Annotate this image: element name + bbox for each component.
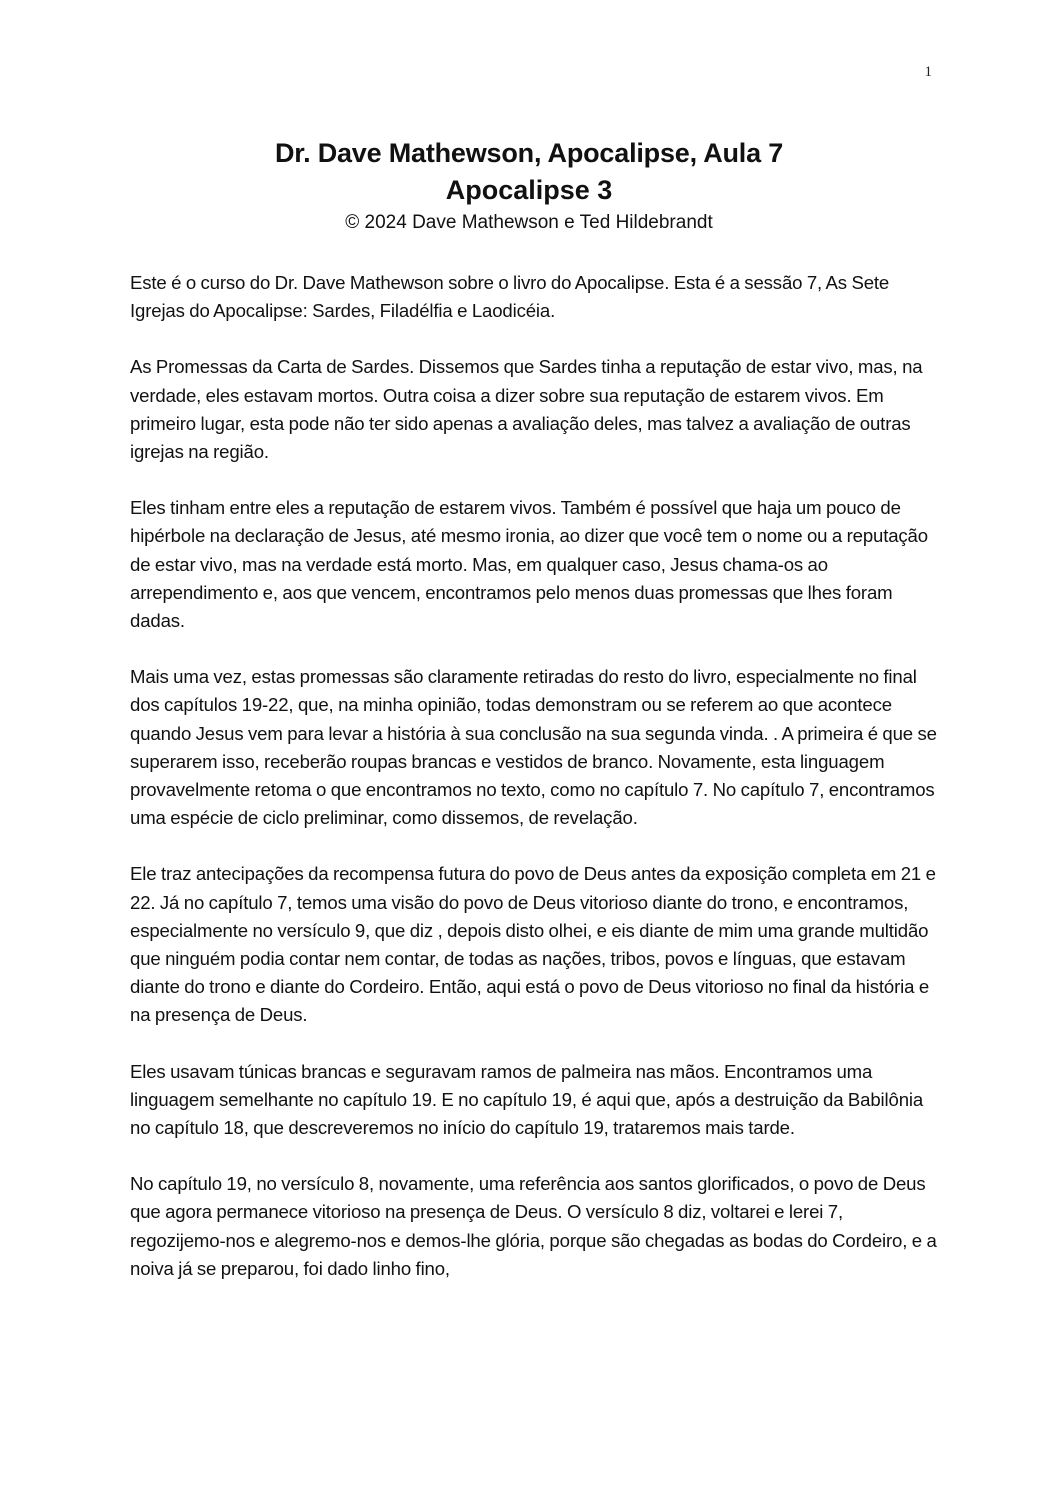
document-title: Dr. Dave Mathewson, Apocalipse, Aula 7 (274, 138, 784, 168)
paragraph: Eles usavam túnicas brancas e seguravam ramos de palmeira nas mãos. Encontramos uma linguagem semelhante no capítulo 19. E no capítulo 19, é aqui que, após a destruição da Babilônia no capítulo 18, que descreveremos no início do capítulo 19, trataremos mais tarde. (130, 1060, 924, 1139)
paragraph-intro: Este é o curso do Dr. Dave Mathewson sobre o livro do Apocalipse. Esta é a sessão 7, As Sete Igrejas do Apocalipse: Sardes, Filadélfia e Laodicéia. (130, 272, 890, 322)
paragraph: Eles tinham entre eles a reputação de estarem vivos. Também é possível que haja um pouco de hipérbole na declaração de Jesus, até mesmo ironia, ao dizer que você tem o nome ou a reputação de estar vivo, mas na verdade está morto. Mas, em qualquer caso, Jesus chama-os ao arrependimento e, aos que vencem, encontramos pelo menos duas promessas que lhes foram dadas. (130, 497, 928, 632)
document-subtitle: Apocalipse 3 (445, 175, 613, 205)
document-header (0, 134, 1058, 238)
paragraph: No capítulo 19, no versículo 8, novamente, uma referência aos santos glorificados, o povo de Deus que agora permanece vitorioso na presença de Deus. O versículo 8 diz, voltarei e lerei 7, regozijemo-nos e alegremo-nos e demos-lhe glória, porque são chegadas as bodas do Cordeiro, e a noiva já se preparou, foi dado linho fino, (130, 1173, 937, 1279)
paragraph: Ele traz antecipações da recompensa futura do povo de Deus antes da exposição completa em 21 e 22. Já no capítulo 7, temos uma visão do povo de Deus vitorioso diante do trono, e encontramos, especialmente no versículo 9, que diz , depois disto olhei, e eis diante de mim uma grande multidão que ninguém podia contar nem contar, de todas as nações, tribos, povos e línguas, que estavam diante do trono e diante do Cordeiro. Então, aqui está o povo de Deus vitorioso no final da história e na presença de Deus. (130, 863, 936, 1026)
paragraph: As Promessas da Carta de Sardes. Dissemos que Sardes tinha a reputação de estar vivo, mas, na verdade, eles estavam mortos. Outra coisa a dizer sobre sua reputação de estarem vivos. Em primeiro lugar, esta pode não ter sido apenas a avaliação deles, mas talvez a avaliação de outras igrejas na região. (130, 356, 923, 463)
page-number: 1 (924, 64, 932, 80)
copyright-notice: © 2024 Dave Mathewson e Ted Hildebrandt (345, 212, 713, 233)
document-body (130, 269, 940, 1311)
paragraph: Mais uma vez, estas promessas são claramente retiradas do resto do livro, especialmente no final dos capítulos 19-22, que, na minha opinião, todas demonstram ou se referem ao que acontece quando Jesus vem para levar a história à sua conclusão na sua segunda vinda. . A primeira é que se superarem isso, receberão roupas brancas e vestidos de branco. Novamente, esta linguagem provavelmente retoma o que encontramos no texto, como no capítulo 7. No capítulo 7, encontramos uma espécie de ciclo preliminar, como dissemos, de revelação. (130, 666, 937, 829)
